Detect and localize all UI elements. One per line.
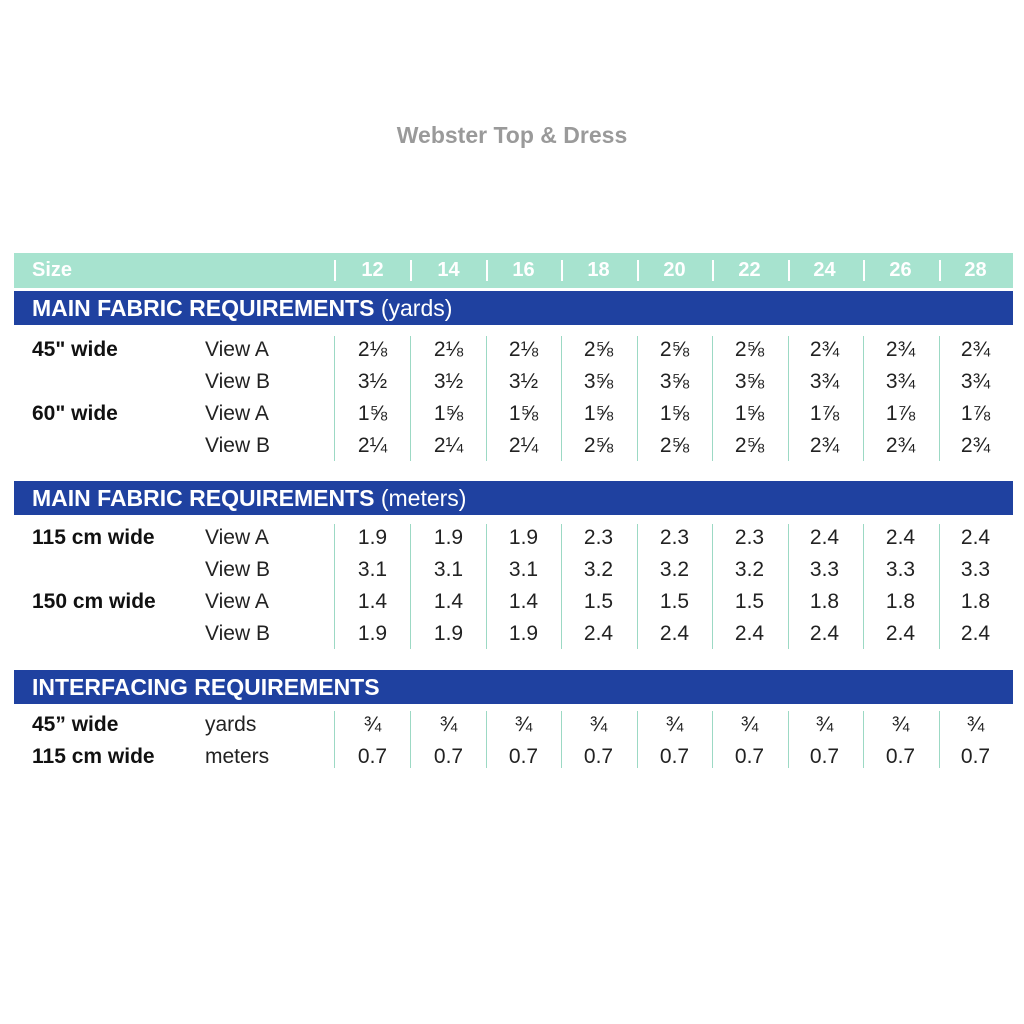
- section-title: [32, 295, 452, 322]
- table-cell: 1.9: [433, 526, 464, 549]
- size-header-cell: 28: [964, 259, 987, 281]
- size-header-cell: 26: [889, 259, 912, 281]
- table-cell: 3.3: [809, 558, 840, 581]
- fabric-width-label: 115 cm wide: [32, 526, 155, 549]
- table-cell: ¾: [891, 713, 910, 736]
- size-header-divider: [334, 260, 336, 281]
- table-cell: 2¾: [885, 338, 916, 361]
- table-cell: 3½: [357, 370, 388, 393]
- table-cell: 3.1: [508, 558, 539, 581]
- row-view-label: View A: [205, 526, 269, 549]
- page-title: Webster Top & Dress: [396, 122, 628, 148]
- table-cell: 1.5: [734, 590, 765, 613]
- table-cell: 2¼: [508, 434, 539, 457]
- table-cell: 2.4: [809, 622, 840, 645]
- table-cell: 1.4: [433, 590, 464, 613]
- table-cell: 3½: [508, 370, 539, 393]
- table-cell: ¾: [439, 713, 458, 736]
- size-header-divider: [486, 260, 488, 281]
- table-cell: 1⅞: [809, 402, 840, 425]
- table-cell: 3½: [433, 370, 464, 393]
- table-cell: 0.7: [433, 745, 464, 768]
- table-cell: 2⅝: [734, 338, 765, 361]
- table-cell: 2⅛: [357, 338, 388, 361]
- row-view-label: meters: [205, 745, 270, 768]
- row-view-label: yards: [205, 713, 257, 736]
- table-cell: 3⅝: [659, 370, 690, 393]
- size-header-divider: [863, 260, 865, 281]
- table-cell: 1⅝: [508, 402, 539, 425]
- section-band: [14, 670, 1013, 704]
- table-cell: 2.4: [960, 526, 991, 549]
- table-cell: 3⅝: [734, 370, 765, 393]
- row-view-label: View B: [205, 622, 270, 645]
- table-cell: 0.7: [508, 745, 539, 768]
- table-cell: 1⅝: [583, 402, 614, 425]
- size-header-cell: 14: [437, 259, 460, 281]
- table-cell: 0.7: [357, 745, 388, 768]
- table-cell: 2⅝: [734, 434, 765, 457]
- size-header-divider: [637, 260, 639, 281]
- table-cell: 1⅝: [734, 402, 765, 425]
- size-header-cell: 16: [512, 259, 535, 281]
- table-cell: 2¼: [433, 434, 464, 457]
- row-view-label: View A: [205, 402, 269, 425]
- size-header-divider: [788, 260, 790, 281]
- table-cell: 2.3: [583, 526, 614, 549]
- section-title: [32, 485, 466, 512]
- size-header-divider: [712, 260, 714, 281]
- table-cell: 2.4: [960, 622, 991, 645]
- table-cell: 2⅝: [659, 338, 690, 361]
- size-header-cell: 22: [738, 259, 761, 281]
- table-cell: 2¼: [357, 434, 388, 457]
- table-cell: 2.3: [734, 526, 765, 549]
- table-cell: ¾: [665, 713, 684, 736]
- size-header-row: [14, 253, 1013, 288]
- table-cell: 2¾: [885, 434, 916, 457]
- table-cell: 3.1: [433, 558, 464, 581]
- table-cell: ¾: [363, 713, 382, 736]
- table-cell: 1.8: [809, 590, 840, 613]
- table-cell: 2.4: [885, 622, 916, 645]
- table-cell: 2⅛: [433, 338, 464, 361]
- table-cell: 1.9: [357, 526, 388, 549]
- table-cell: 3⅝: [583, 370, 614, 393]
- row-view-label: View B: [205, 558, 270, 581]
- table-cell: 2¾: [809, 434, 840, 457]
- table-cell: 1.4: [508, 590, 539, 613]
- table-cell: 0.7: [885, 745, 916, 768]
- table-cell: 1⅝: [433, 402, 464, 425]
- table-cell: ¾: [514, 713, 533, 736]
- section-band: [14, 481, 1013, 515]
- table-cell: 1⅞: [885, 402, 916, 425]
- table-cell: ¾: [740, 713, 759, 736]
- table-cell: 2⅝: [583, 434, 614, 457]
- table-cell: 0.7: [960, 745, 991, 768]
- table-cell: 3.2: [583, 558, 614, 581]
- table-cell: 2¾: [809, 338, 840, 361]
- table-cell: 3.2: [734, 558, 765, 581]
- size-header-cell: 24: [813, 259, 836, 281]
- table-cell: 1.9: [508, 526, 539, 549]
- table-cell: 2.4: [583, 622, 614, 645]
- table-cell: 3¾: [885, 370, 916, 393]
- size-header-divider: [410, 260, 412, 281]
- table-cell: 2¾: [960, 338, 991, 361]
- section-title-text: MAIN FABRIC REQUIREMENTS: [32, 485, 375, 511]
- table-cell: 3¾: [809, 370, 840, 393]
- size-header-divider: [561, 260, 563, 281]
- section-band: [14, 291, 1013, 325]
- table-cell: 2⅝: [659, 434, 690, 457]
- section-unit-text: (meters): [374, 485, 467, 511]
- table-cell: 2⅛: [508, 338, 539, 361]
- size-header-label: Size: [32, 259, 73, 281]
- table-cell: 1⅝: [357, 402, 388, 425]
- row-view-label: View B: [205, 434, 270, 457]
- table-cell: 1⅝: [659, 402, 690, 425]
- row-view-label: View A: [205, 338, 269, 361]
- table-cell: 1.4: [357, 590, 388, 613]
- table-cell: 2.4: [734, 622, 765, 645]
- table-cell: ¾: [815, 713, 834, 736]
- table-cell: 1.9: [357, 622, 388, 645]
- table-cell: 3.3: [885, 558, 916, 581]
- table-cell: 1.8: [885, 590, 916, 613]
- fabric-width-label: 115 cm wide: [32, 745, 155, 768]
- table-cell: 0.7: [659, 745, 690, 768]
- table-cell: 1.5: [583, 590, 614, 613]
- fabric-width-label: 150 cm wide: [32, 590, 156, 613]
- table-cell: 3¾: [960, 370, 991, 393]
- table-cell: 3.1: [357, 558, 388, 581]
- table-cell: 1.9: [433, 622, 464, 645]
- table-cell: 1.5: [659, 590, 690, 613]
- size-header-cell: 20: [663, 259, 686, 281]
- table-cell: 2⅝: [583, 338, 614, 361]
- table-cell: 0.7: [809, 745, 840, 768]
- section-title-text: INTERFACING REQUIREMENTS: [32, 674, 380, 700]
- section-title: [32, 674, 380, 701]
- table-cell: 3.2: [659, 558, 690, 581]
- size-header-divider: [939, 260, 941, 281]
- table-cell: 1.9: [508, 622, 539, 645]
- table-cell: 2¾: [960, 434, 991, 457]
- table-cell: 0.7: [583, 745, 614, 768]
- row-view-label: View B: [205, 370, 270, 393]
- table-cell: 2.3: [659, 526, 690, 549]
- section-unit-text: (yards): [374, 295, 453, 321]
- row-view-label: View A: [205, 590, 269, 613]
- fabric-width-label: 45” wide: [32, 713, 119, 736]
- table-cell: 2.4: [659, 622, 690, 645]
- table-cell: 2.4: [809, 526, 840, 549]
- table-cell: 2.4: [885, 526, 916, 549]
- section-title-text: MAIN FABRIC REQUIREMENTS: [32, 295, 375, 321]
- fabric-width-label: 45" wide: [32, 338, 118, 361]
- table-cell: ¾: [966, 713, 985, 736]
- table-cell: 1⅞: [960, 402, 991, 425]
- table-cell: ¾: [589, 713, 608, 736]
- table-cell: 1.8: [960, 590, 991, 613]
- fabric-width-label: 60" wide: [32, 402, 118, 425]
- table-cell: 3.3: [960, 558, 991, 581]
- size-header-cell: 18: [587, 259, 610, 281]
- size-header-cell: 12: [361, 259, 384, 281]
- table-cell: 0.7: [734, 745, 765, 768]
